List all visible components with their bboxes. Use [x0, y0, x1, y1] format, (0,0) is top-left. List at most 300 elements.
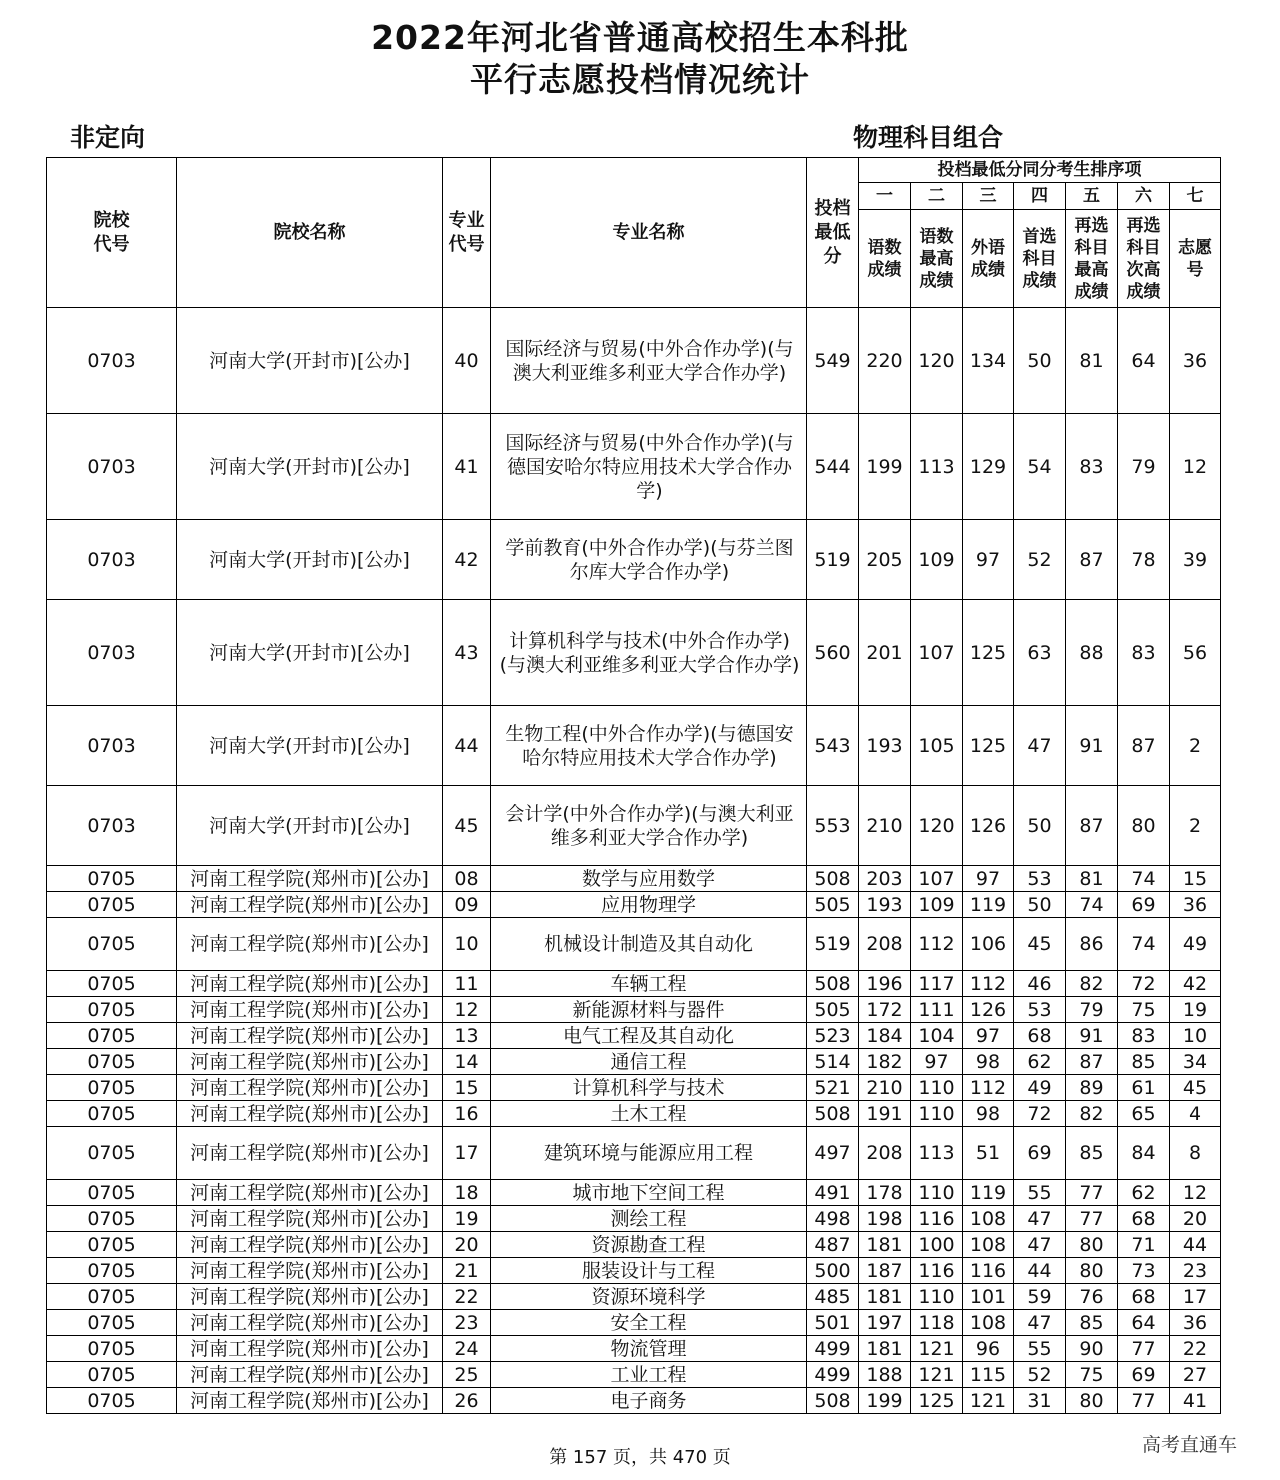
cell-score-4: 46 [1014, 971, 1066, 997]
cell-score-4: 47 [1014, 1232, 1066, 1258]
cell-score-4: 68 [1014, 1023, 1066, 1049]
cell-school-code: 0705 [47, 1388, 177, 1414]
header-order-6: 六 [1118, 183, 1170, 210]
header-school-code: 院校 代号 [47, 158, 177, 308]
cell-score-1: 203 [859, 866, 911, 892]
cell-major-code: 18 [443, 1180, 491, 1206]
cell-major-name: 工业工程 [491, 1362, 807, 1388]
cell-score-2: 113 [911, 1127, 963, 1180]
cell-school-name: 河南工程学院(郑州市)[公办] [177, 1101, 443, 1127]
cell-min-score: 523 [807, 1023, 859, 1049]
cell-score-7: 12 [1170, 414, 1221, 520]
cell-school-name: 河南工程学院(郑州市)[公办] [177, 1388, 443, 1414]
cell-major-code: 20 [443, 1232, 491, 1258]
cell-score-4: 53 [1014, 866, 1066, 892]
table-row [47, 786, 1221, 866]
cell-score-1: 182 [859, 1049, 911, 1075]
cell-score-5: 75 [1066, 1362, 1118, 1388]
cell-min-score: 508 [807, 971, 859, 997]
cell-score-7: 45 [1170, 1075, 1221, 1101]
table-row [47, 1127, 1221, 1180]
header-school-name: 院校名称 [177, 158, 443, 308]
cell-school-code: 0705 [47, 1310, 177, 1336]
cell-score-2: 104 [911, 1023, 963, 1049]
cell-major-name [491, 706, 807, 786]
cell-score-5: 90 [1066, 1336, 1118, 1362]
table-row [47, 997, 1221, 1023]
major-name-text: 计算机科学与技术(中外合作办学)(与澳大利亚维多利亚大学合作办学) [499, 629, 800, 676]
header-order-item-3: 外语 成绩 [963, 210, 1014, 308]
cell-major-code: 42 [443, 520, 491, 600]
cell-score-6: 69 [1118, 1362, 1170, 1388]
cell-score-7: 15 [1170, 866, 1221, 892]
cell-score-2: 110 [911, 1180, 963, 1206]
cell-score-3: 97 [963, 520, 1014, 600]
cell-score-6: 74 [1118, 918, 1170, 971]
cell-major-code: 45 [443, 786, 491, 866]
cell-major-code: 14 [443, 1049, 491, 1075]
cell-score-1: 181 [859, 1336, 911, 1362]
cell-score-5: 77 [1066, 1180, 1118, 1206]
cell-score-4: 62 [1014, 1049, 1066, 1075]
cell-school-name: 河南大学(开封市)[公办] [177, 414, 443, 520]
cell-major-code: 44 [443, 706, 491, 786]
cell-min-score: 544 [807, 414, 859, 520]
cell-score-7: 36 [1170, 308, 1221, 414]
cell-min-score: 491 [807, 1180, 859, 1206]
cell-school-name: 河南工程学院(郑州市)[公办] [177, 1362, 443, 1388]
cell-score-5: 91 [1066, 706, 1118, 786]
cell-major-name: 应用物理学 [491, 892, 807, 918]
cell-min-score: 560 [807, 600, 859, 706]
cell-score-2: 118 [911, 1310, 963, 1336]
cell-major-code: 10 [443, 918, 491, 971]
cell-score-5: 83 [1066, 414, 1118, 520]
cell-score-4: 63 [1014, 600, 1066, 706]
major-name-text: 会计学(中外合作办学)(与澳大利亚维多利亚大学合作办学) [505, 802, 794, 849]
cell-major-name: 建筑环境与能源应用工程 [491, 1127, 807, 1180]
cell-school-name: 河南大学(开封市)[公办] [177, 520, 443, 600]
cell-school-code: 0705 [47, 1232, 177, 1258]
cell-score-1: 208 [859, 1127, 911, 1180]
cell-major-code: 08 [443, 866, 491, 892]
cell-school-name: 河南工程学院(郑州市)[公办] [177, 1284, 443, 1310]
cell-score-5: 76 [1066, 1284, 1118, 1310]
header-order-4: 四 [1014, 183, 1066, 210]
cell-min-score: 505 [807, 892, 859, 918]
cell-major-code: 25 [443, 1362, 491, 1388]
cell-score-3: 129 [963, 414, 1014, 520]
cell-score-3: 116 [963, 1258, 1014, 1284]
cell-school-name: 河南大学(开封市)[公办] [177, 308, 443, 414]
cell-score-1: 210 [859, 786, 911, 866]
cell-major-code: 23 [443, 1310, 491, 1336]
admission-table [46, 157, 1221, 1414]
table-row [47, 866, 1221, 892]
cell-score-7: 2 [1170, 706, 1221, 786]
cell-score-6: 64 [1118, 1310, 1170, 1336]
cell-major-code: 09 [443, 892, 491, 918]
cell-major-name: 新能源材料与器件 [491, 997, 807, 1023]
cell-min-score: 521 [807, 1075, 859, 1101]
table-row [47, 1362, 1221, 1388]
cell-score-3: 108 [963, 1232, 1014, 1258]
cell-min-score: 497 [807, 1127, 859, 1180]
cell-score-4: 49 [1014, 1075, 1066, 1101]
cell-major-name: 资源环境科学 [491, 1284, 807, 1310]
cell-score-5: 86 [1066, 918, 1118, 971]
major-name-text: 生物工程(中外合作办学)(与德国安哈尔特应用技术大学合作办学) [505, 722, 794, 769]
cell-school-code: 0705 [47, 1127, 177, 1180]
cell-score-3: 121 [963, 1388, 1014, 1414]
cell-score-5: 77 [1066, 1206, 1118, 1232]
cell-school-name: 河南工程学院(郑州市)[公办] [177, 1023, 443, 1049]
cell-score-1: 184 [859, 1023, 911, 1049]
cell-major-name: 车辆工程 [491, 971, 807, 997]
cell-score-3: 119 [963, 1180, 1014, 1206]
cell-score-5: 81 [1066, 866, 1118, 892]
header-order-item-7: 志愿 号 [1170, 210, 1221, 308]
cell-school-name: 河南工程学院(郑州市)[公办] [177, 1206, 443, 1232]
cell-major-code: 13 [443, 1023, 491, 1049]
cell-score-4: 45 [1014, 918, 1066, 971]
cell-major-name: 城市地下空间工程 [491, 1180, 807, 1206]
cell-min-score: 499 [807, 1362, 859, 1388]
header-tiebreak-group: 投档最低分同分考生排序项 [859, 158, 1221, 183]
table-row [47, 1023, 1221, 1049]
header-major-name: 专业名称 [491, 158, 807, 308]
cell-score-6: 64 [1118, 308, 1170, 414]
cell-score-1: 201 [859, 600, 911, 706]
cell-school-name: 河南大学(开封市)[公办] [177, 706, 443, 786]
cell-score-5: 82 [1066, 1101, 1118, 1127]
cell-score-2: 109 [911, 892, 963, 918]
cell-score-1: 205 [859, 520, 911, 600]
header-order-5: 五 [1066, 183, 1118, 210]
cell-score-3: 125 [963, 706, 1014, 786]
cell-min-score: 505 [807, 997, 859, 1023]
cell-min-score: 487 [807, 1232, 859, 1258]
cell-score-4: 47 [1014, 1310, 1066, 1336]
cell-score-7: 27 [1170, 1362, 1221, 1388]
cell-score-6: 62 [1118, 1180, 1170, 1206]
cell-score-5: 88 [1066, 600, 1118, 706]
cell-score-6: 84 [1118, 1127, 1170, 1180]
subject-combination-label: 物理科目组合 [853, 123, 1004, 152]
cell-score-1: 178 [859, 1180, 911, 1206]
cell-score-1: 191 [859, 1101, 911, 1127]
header-order-2: 二 [911, 183, 963, 210]
cell-min-score: 514 [807, 1049, 859, 1075]
cell-major-code: 15 [443, 1075, 491, 1101]
cell-school-code: 0703 [47, 706, 177, 786]
cell-score-3: 96 [963, 1336, 1014, 1362]
cell-score-5: 80 [1066, 1388, 1118, 1414]
cell-major-name: 服装设计与工程 [491, 1258, 807, 1284]
table-row [47, 1388, 1221, 1414]
major-name-text: 学前教育(中外合作办学)(与芬兰图尔库大学合作办学) [505, 536, 794, 583]
cell-score-6: 68 [1118, 1284, 1170, 1310]
cell-score-5: 81 [1066, 308, 1118, 414]
cell-school-code: 0705 [47, 866, 177, 892]
page-subtitle: 平行志愿投档情况统计 [470, 60, 810, 99]
table-row [47, 1232, 1221, 1258]
cell-score-2: 121 [911, 1362, 963, 1388]
table-row [47, 308, 1221, 414]
cell-score-1: 172 [859, 997, 911, 1023]
cell-score-4: 47 [1014, 1206, 1066, 1232]
cell-score-5: 85 [1066, 1127, 1118, 1180]
cell-score-1: 220 [859, 308, 911, 414]
cell-score-5: 80 [1066, 1232, 1118, 1258]
cell-score-7: 34 [1170, 1049, 1221, 1075]
cell-score-7: 12 [1170, 1180, 1221, 1206]
cell-score-3: 125 [963, 600, 1014, 706]
cell-min-score: 543 [807, 706, 859, 786]
cell-school-code: 0705 [47, 1075, 177, 1101]
cell-min-score: 501 [807, 1310, 859, 1336]
cell-score-6: 74 [1118, 866, 1170, 892]
cell-school-name: 河南工程学院(郑州市)[公办] [177, 1049, 443, 1075]
cell-score-2: 116 [911, 1258, 963, 1284]
cell-score-4: 52 [1014, 520, 1066, 600]
cell-major-name: 安全工程 [491, 1310, 807, 1336]
cell-school-code: 0703 [47, 414, 177, 520]
cell-score-4: 50 [1014, 308, 1066, 414]
cell-score-3: 106 [963, 918, 1014, 971]
cell-score-4: 53 [1014, 997, 1066, 1023]
cell-score-3: 119 [963, 892, 1014, 918]
cell-school-name: 河南工程学院(郑州市)[公办] [177, 971, 443, 997]
cell-score-2: 117 [911, 971, 963, 997]
cell-score-2: 125 [911, 1388, 963, 1414]
cell-school-code: 0705 [47, 1206, 177, 1232]
cell-score-4: 47 [1014, 706, 1066, 786]
cell-school-name: 河南工程学院(郑州市)[公办] [177, 892, 443, 918]
cell-score-2: 110 [911, 1075, 963, 1101]
cell-score-6: 78 [1118, 520, 1170, 600]
cell-score-5: 87 [1066, 1049, 1118, 1075]
cell-score-6: 68 [1118, 1206, 1170, 1232]
cell-major-code: 19 [443, 1206, 491, 1232]
header-order-7: 七 [1170, 183, 1221, 210]
cell-score-2: 107 [911, 866, 963, 892]
table-row [47, 414, 1221, 520]
cell-major-name: 机械设计制造及其自动化 [491, 918, 807, 971]
cell-score-4: 59 [1014, 1284, 1066, 1310]
header-order-1: 一 [859, 183, 911, 210]
cell-school-code: 0705 [47, 1284, 177, 1310]
cell-score-3: 98 [963, 1101, 1014, 1127]
cell-min-score: 519 [807, 520, 859, 600]
cell-score-7: 8 [1170, 1127, 1221, 1180]
cell-major-name: 土木工程 [491, 1101, 807, 1127]
cell-score-2: 120 [911, 308, 963, 414]
cell-major-name: 测绘工程 [491, 1206, 807, 1232]
cell-score-6: 79 [1118, 414, 1170, 520]
table-row [47, 971, 1221, 997]
cell-min-score: 485 [807, 1284, 859, 1310]
cell-school-code: 0703 [47, 520, 177, 600]
cell-score-1: 197 [859, 1310, 911, 1336]
category-label: 非定向 [70, 123, 146, 152]
table-row [47, 1075, 1221, 1101]
cell-min-score: 498 [807, 1206, 859, 1232]
cell-school-name: 河南工程学院(郑州市)[公办] [177, 997, 443, 1023]
table-row [47, 600, 1221, 706]
major-name-text: 国际经济与贸易(中外合作办学)(与德国安哈尔特应用技术大学合作办学) [505, 431, 794, 502]
cell-major-name: 计算机科学与技术 [491, 1075, 807, 1101]
cell-score-1: 199 [859, 1388, 911, 1414]
cell-school-name: 河南工程学院(郑州市)[公办] [177, 866, 443, 892]
cell-school-name: 河南工程学院(郑州市)[公办] [177, 1075, 443, 1101]
cell-score-7: 4 [1170, 1101, 1221, 1127]
cell-score-4: 31 [1014, 1388, 1066, 1414]
table-row [47, 1049, 1221, 1075]
cell-school-name: 河南工程学院(郑州市)[公办] [177, 1258, 443, 1284]
cell-score-1: 193 [859, 706, 911, 786]
cell-min-score: 508 [807, 866, 859, 892]
cell-score-1: 210 [859, 1075, 911, 1101]
cell-score-3: 126 [963, 997, 1014, 1023]
cell-score-3: 51 [963, 1127, 1014, 1180]
cell-major-name [491, 520, 807, 600]
header-order-item-6: 再选 科目 次高 成绩 [1118, 210, 1170, 308]
cell-score-1: 181 [859, 1232, 911, 1258]
cell-major-name: 电气工程及其自动化 [491, 1023, 807, 1049]
cell-score-6: 80 [1118, 786, 1170, 866]
header-order-item-2: 语数 最高 成绩 [911, 210, 963, 308]
cell-school-name: 河南工程学院(郑州市)[公办] [177, 1127, 443, 1180]
cell-min-score: 508 [807, 1388, 859, 1414]
cell-score-5: 74 [1066, 892, 1118, 918]
cell-school-name: 河南工程学院(郑州市)[公办] [177, 1180, 443, 1206]
cell-score-5: 82 [1066, 971, 1118, 997]
cell-score-6: 83 [1118, 1023, 1170, 1049]
cell-score-2: 105 [911, 706, 963, 786]
cell-score-7: 10 [1170, 1023, 1221, 1049]
cell-school-name: 河南大学(开封市)[公办] [177, 786, 443, 866]
cell-score-6: 65 [1118, 1101, 1170, 1127]
cell-school-code: 0703 [47, 308, 177, 414]
cell-min-score: 553 [807, 786, 859, 866]
cell-min-score: 500 [807, 1258, 859, 1284]
cell-score-2: 116 [911, 1206, 963, 1232]
cell-major-code: 40 [443, 308, 491, 414]
cell-score-7: 36 [1170, 1310, 1221, 1336]
cell-school-code: 0705 [47, 1362, 177, 1388]
cell-score-3: 134 [963, 308, 1014, 414]
cell-score-3: 108 [963, 1206, 1014, 1232]
cell-score-1: 196 [859, 971, 911, 997]
cell-major-name [491, 414, 807, 520]
cell-score-2: 109 [911, 520, 963, 600]
cell-score-6: 72 [1118, 971, 1170, 997]
cell-score-3: 115 [963, 1362, 1014, 1388]
cell-major-code: 16 [443, 1101, 491, 1127]
cell-score-1: 208 [859, 918, 911, 971]
cell-score-2: 112 [911, 918, 963, 971]
cell-score-7: 56 [1170, 600, 1221, 706]
table-row [47, 1101, 1221, 1127]
cell-school-code: 0705 [47, 1336, 177, 1362]
cell-score-6: 73 [1118, 1258, 1170, 1284]
cell-school-code: 0705 [47, 971, 177, 997]
cell-major-name: 资源勘查工程 [491, 1232, 807, 1258]
cell-score-1: 187 [859, 1258, 911, 1284]
cell-major-code: 12 [443, 997, 491, 1023]
cell-score-5: 87 [1066, 786, 1118, 866]
cell-school-name: 河南工程学院(郑州市)[公办] [177, 1336, 443, 1362]
cell-score-5: 89 [1066, 1075, 1118, 1101]
header-order-3: 三 [963, 183, 1014, 210]
page-title: 2022年河北省普通高校招生本科批 [371, 18, 909, 57]
cell-major-code: 22 [443, 1284, 491, 1310]
cell-score-7: 39 [1170, 520, 1221, 600]
cell-major-code: 11 [443, 971, 491, 997]
cell-school-code: 0705 [47, 1101, 177, 1127]
cell-major-name [491, 308, 807, 414]
cell-score-4: 52 [1014, 1362, 1066, 1388]
cell-score-7: 42 [1170, 971, 1221, 997]
cell-score-3: 108 [963, 1310, 1014, 1336]
table-row [47, 918, 1221, 971]
cell-score-4: 54 [1014, 414, 1066, 520]
table-row [47, 1336, 1221, 1362]
cell-score-2: 100 [911, 1232, 963, 1258]
cell-score-3: 98 [963, 1049, 1014, 1075]
cell-min-score: 549 [807, 308, 859, 414]
cell-major-name [491, 786, 807, 866]
cell-school-code: 0705 [47, 997, 177, 1023]
cell-score-4: 44 [1014, 1258, 1066, 1284]
cell-school-code: 0705 [47, 918, 177, 971]
cell-score-7: 19 [1170, 997, 1221, 1023]
table-row [47, 1284, 1221, 1310]
cell-major-name: 物流管理 [491, 1336, 807, 1362]
cell-school-code: 0705 [47, 1180, 177, 1206]
cell-score-5: 91 [1066, 1023, 1118, 1049]
cell-score-2: 113 [911, 414, 963, 520]
table-row [47, 1310, 1221, 1336]
cell-score-6: 61 [1118, 1075, 1170, 1101]
page-footer: 第 157 页，共 470 页 [549, 1447, 731, 1468]
cell-school-code: 0703 [47, 786, 177, 866]
cell-score-2: 110 [911, 1284, 963, 1310]
cell-score-7: 36 [1170, 892, 1221, 918]
cell-score-1: 193 [859, 892, 911, 918]
cell-score-7: 44 [1170, 1232, 1221, 1258]
cell-score-6: 75 [1118, 997, 1170, 1023]
cell-major-code: 41 [443, 414, 491, 520]
cell-score-3: 97 [963, 866, 1014, 892]
header-order-item-4: 首选 科目 成绩 [1014, 210, 1066, 308]
cell-school-name: 河南大学(开封市)[公办] [177, 600, 443, 706]
cell-score-1: 199 [859, 414, 911, 520]
cell-major-name [491, 600, 807, 706]
cell-school-name: 河南工程学院(郑州市)[公办] [177, 1310, 443, 1336]
cell-score-2: 97 [911, 1049, 963, 1075]
cell-score-1: 188 [859, 1362, 911, 1388]
cell-score-7: 20 [1170, 1206, 1221, 1232]
cell-major-code: 26 [443, 1388, 491, 1414]
cell-score-6: 71 [1118, 1232, 1170, 1258]
cell-major-code: 21 [443, 1258, 491, 1284]
cell-score-3: 101 [963, 1284, 1014, 1310]
table-row [47, 520, 1221, 600]
cell-score-3: 126 [963, 786, 1014, 866]
cell-score-6: 77 [1118, 1388, 1170, 1414]
